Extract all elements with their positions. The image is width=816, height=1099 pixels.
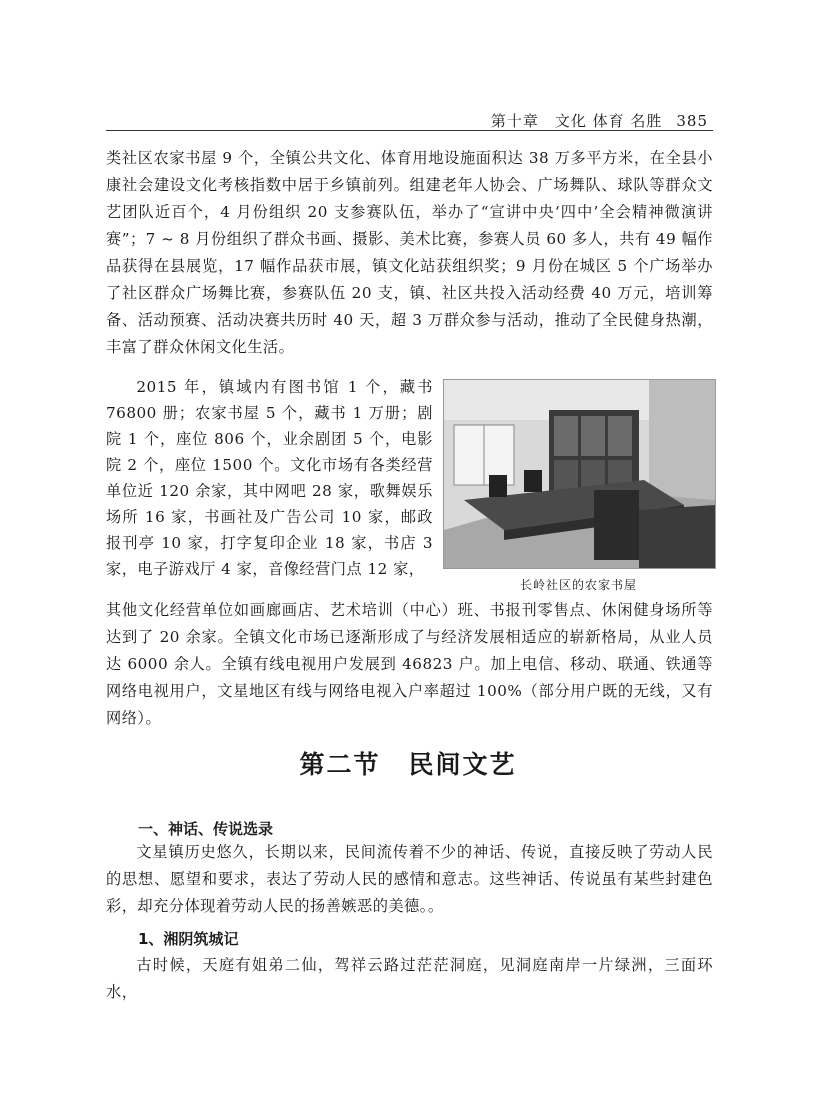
chapter-title: 第十章 文化 体育 名胜 xyxy=(490,112,663,130)
paragraph-culture-market: 其他文化经营单位如画廊画店、艺术培训（中心）班、书报刊零售点、休闲健身场所等达到了 20 余家。全镇文化市场已逐渐形成了与经济发展相适应的崭新格局，从业人员达 6000 余人。全镇有线电视用户发展到 46823 户。加上电信、移动、联通、铁通等网络电视用户，文星地区有线与网络电视入户率超过 100%（部分用户既的无线，又有网络）。 xyxy=(106,601,713,727)
section-number: 第二节 xyxy=(299,750,381,779)
library-photo xyxy=(443,379,716,569)
paragraph-myths-intro: 文星镇历史悠久，长期以来，民间流传着不少的神话、传说，直接反映了劳动人民的思想、愿望和要求，表达了劳动人民的感情和意志。这些神话、传说虽有某些封建色彩，却充分体现着劳动人民的扬善嫉恶的美德。。 xyxy=(106,843,713,915)
paragraph-story-start: 古时候，天庭有姐弟二仙，驾祥云路过茫茫洞庭，见洞庭南岸一片绿洲，三面环水， xyxy=(106,956,713,1001)
subheading-story: 1、湘阴筑城记 xyxy=(138,930,239,948)
section-name: 民间文艺 xyxy=(408,750,517,779)
subheading-myths: 一、神话、传说选录 xyxy=(138,820,274,838)
header-rule xyxy=(106,130,713,131)
page-number: 385 xyxy=(676,112,708,130)
library-room-illustration xyxy=(444,380,715,568)
section-title xyxy=(0,745,816,781)
paragraph-facilities: 2015 年，镇域内有图书馆 1 个，藏书 76800 册；农家书屋 5 个，藏书 1 万册；剧院 1 个，座位 806 个，业余剧团 5 个，电影院 2 个，座位 1500 个。文化市场有各类经营单位近 120 余家，其中网吧 28 家，歌舞娱乐场所 16 家，书画社及广告公司 10 家，邮政报刊亭 10 家，打字复印企业 18 家，书店 3 家，电子游戏厅 4 家，音像经营门点 12 家， xyxy=(106,378,433,578)
paragraph-community-activities: 类社区农家书屋 9 个，全镇公共文化、体育用地设施面积达 38 万多平方米，在全县小康社会建设文化考核指数中居于乡镇前列。组建老年人协会、广场舞队、球队等群众文艺团队近百个，4 月份组织 20 支参赛队伍，举办了“宣讲中央‘四中’全会精神微演讲赛”；7 ~ 8 月份组织了群众书画、摄影、美术比赛，参赛人员 60 多人，共有 49 幅作品获得在县展览，17 幅作品获市展，镇文化站获组织奖；9 月份在城区 5 个广场举办了社区群众广场舞比赛，参赛队伍 20 支，镇、社区共投入活动经费 40 万元，培训筹备、活动预赛、活动决赛共历时 40 天，超 3 万群众参与活动，推动了全民健身热潮，丰富了群众休闲文化生活。 xyxy=(106,149,713,356)
photo-caption: 长岭社区的农家书屋 xyxy=(519,578,637,592)
running-header xyxy=(491,110,708,131)
